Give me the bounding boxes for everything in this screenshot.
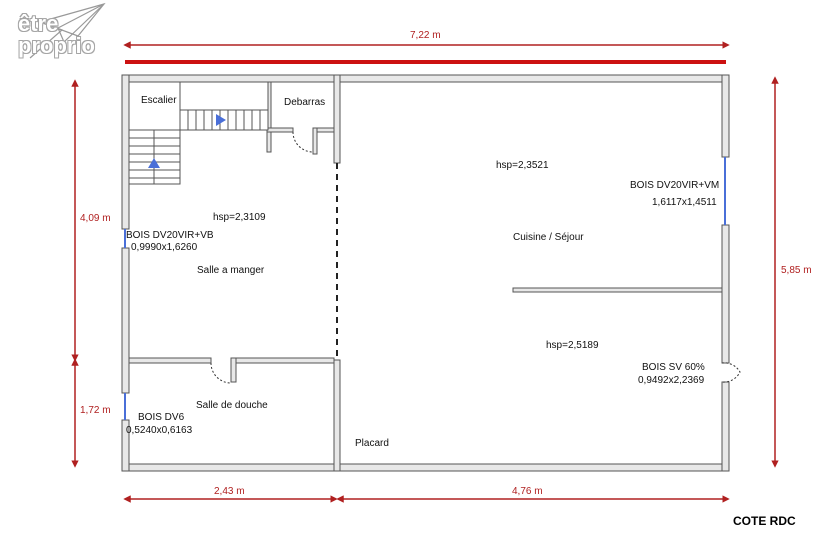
wall-left-a <box>122 75 129 229</box>
room-label-escalier: Escalier <box>141 95 177 106</box>
height-label-sejour: hsp=2,5189 <box>546 340 599 351</box>
window-w2-type: BOIS DV6 <box>138 412 185 423</box>
wall-top <box>122 75 729 82</box>
wall-right-a <box>722 75 729 157</box>
dim-label-left-lower: 1,72 m <box>80 405 111 416</box>
door-swing-debarras <box>293 132 313 152</box>
wall-debarras-stub <box>313 128 317 154</box>
window-w4-type: BOIS SV 60% <box>642 362 705 373</box>
wall-shower-stub <box>231 358 236 382</box>
wall-center-lower <box>334 360 340 471</box>
level-title: COTE RDC <box>733 514 796 528</box>
room-label-placard: Placard <box>355 438 389 449</box>
window-w1-type: BOIS DV20VIR+VB <box>126 230 214 241</box>
wall-kitchen-divider <box>513 288 722 292</box>
doors <box>211 132 740 383</box>
wall-debarras-bottom-a <box>267 128 293 132</box>
window-w3-type: BOIS DV20VIR+VM <box>630 180 720 191</box>
dim-label-top: 7,22 m <box>410 30 441 41</box>
dim-label-right: 5,85 m <box>781 265 812 276</box>
wall-bottom <box>122 464 729 471</box>
dim-label-bottom-right: 4,76 m <box>512 486 543 497</box>
wall-shower-top-b <box>231 358 334 363</box>
window-w4-size: 0,9492x2,2369 <box>638 375 705 386</box>
door-swing-exterior <box>722 363 740 382</box>
wall-right-b <box>722 225 729 363</box>
window-w2-size: 0,5240x0,6163 <box>126 425 193 436</box>
dim-label-left-upper: 4,09 m <box>80 213 111 224</box>
room-label-debarras: Debarras <box>284 97 326 108</box>
window-w1-size: 0,9990x1,6260 <box>131 242 198 253</box>
height-label-salle-a-manger: hsp=2,3109 <box>213 212 266 223</box>
window-w3-size: 1,6117x1,4511 <box>652 197 717 208</box>
dim-label-bottom-left: 2,43 m <box>214 486 245 497</box>
logo-line-2: proprio <box>18 33 95 58</box>
height-label-cuisine: hsp=2,3521 <box>496 160 549 171</box>
room-label-cuisine-sejour: Cuisine / Séjour <box>513 232 584 243</box>
logo-line-1: être <box>18 11 59 36</box>
room-label-salle-a-manger: Salle a manger <box>197 265 265 276</box>
wall-shower-top-a <box>129 358 211 363</box>
wall-left-b <box>122 248 129 393</box>
door-swing-shower <box>211 363 231 383</box>
wall-center-upper <box>334 75 340 163</box>
wall-right-c <box>722 382 729 471</box>
room-label-salle-de-douche: Salle de douche <box>196 400 268 411</box>
